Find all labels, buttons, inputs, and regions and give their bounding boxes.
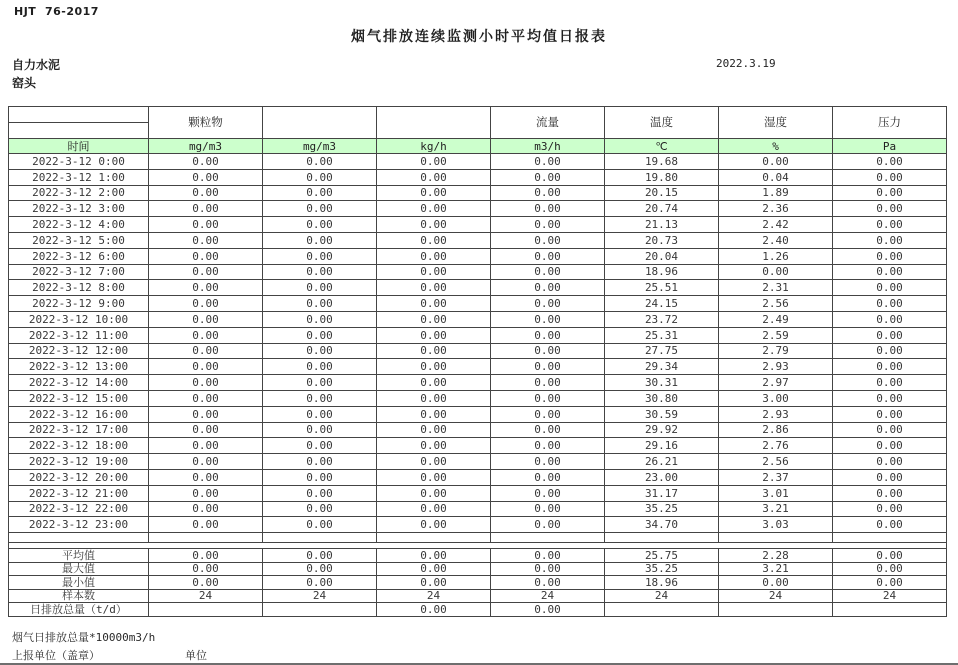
value-cell: 0.00 [149,311,263,327]
value-cell: 0.00 [263,406,377,422]
table-row [9,485,947,501]
value-cell: 0.00 [833,154,947,170]
unit-cell: Pa [833,139,947,154]
value-cell: 0.00 [491,154,605,170]
value-cell: 0.00 [833,549,947,563]
time-cell: 2022-3-12 14:00 [9,375,149,391]
value-cell: 0.00 [149,438,263,454]
value-cell: 0.00 [491,311,605,327]
value-cell: 25.31 [605,327,719,343]
value-cell: 0.00 [377,406,491,422]
value-cell: 0.00 [833,232,947,248]
column-group-particulate: 颗粒物 [149,107,263,139]
summary-label-cell: 样本数 [9,589,149,603]
value-cell: 0.00 [833,169,947,185]
value-cell: 0.00 [833,311,947,327]
summary-row [9,576,947,590]
company-name: 自力水泥 [12,58,61,72]
value-cell: 0.00 [377,375,491,391]
value-cell: 0.00 [149,375,263,391]
value-cell: 30.31 [605,375,719,391]
summary-label-cell: 平均值 [9,549,149,563]
value-cell [719,603,833,617]
value-cell: 0.00 [491,169,605,185]
value-cell: 21.13 [605,217,719,233]
value-cell: 0.00 [149,562,263,576]
value-cell: 0.00 [149,454,263,470]
report-table [8,106,947,617]
value-cell: 0.00 [719,576,833,590]
value-cell: 30.59 [605,406,719,422]
value-cell: 0.00 [263,375,377,391]
units-row [9,139,947,154]
value-cell: 0.00 [149,469,263,485]
value-cell: 19.68 [605,154,719,170]
value-cell: 0.00 [377,438,491,454]
value-cell: 1.26 [719,248,833,264]
value-cell: 0.00 [377,359,491,375]
summary-label-cell: 日排放总量（t/d） [9,603,149,617]
value-cell: 0.00 [263,154,377,170]
value-cell: 0.00 [263,549,377,563]
column-group-temperature: 温度 [605,107,719,139]
value-cell: 0.00 [149,517,263,533]
time-cell: 2022-3-12 9:00 [9,296,149,312]
value-cell: 0.00 [263,201,377,217]
column-group-pressure: 压力 [833,107,947,139]
value-cell: 0.00 [377,201,491,217]
value-cell: 0.00 [833,327,947,343]
value-cell: 0.00 [491,469,605,485]
value-cell: 0.00 [833,359,947,375]
value-cell: 0.00 [377,469,491,485]
value-cell: 3.21 [719,562,833,576]
header-spacer-cell [9,123,149,139]
value-cell: 2.49 [719,311,833,327]
value-cell: 0.00 [491,359,605,375]
time-cell: 2022-3-12 0:00 [9,154,149,170]
value-cell: 0.00 [377,280,491,296]
value-cell: 0.00 [149,327,263,343]
value-cell: 0.00 [263,576,377,590]
value-cell: 0.00 [377,217,491,233]
group-header-row [9,107,947,123]
value-cell: 2.56 [719,296,833,312]
value-cell [263,603,377,617]
unit-label: 单位 [185,649,207,662]
value-cell: 0.00 [491,390,605,406]
value-cell: 0.00 [833,296,947,312]
table-row [9,406,947,422]
value-cell: 2.93 [719,359,833,375]
value-cell: 25.75 [605,549,719,563]
value-cell: 35.25 [605,501,719,517]
value-cell: 0.00 [377,311,491,327]
value-cell: 0.00 [833,501,947,517]
time-cell: 2022-3-12 5:00 [9,232,149,248]
value-cell: 0.00 [377,232,491,248]
summary-label-cell: 最小值 [9,576,149,590]
value-cell: 0.00 [263,454,377,470]
value-cell: 0.00 [149,232,263,248]
value-cell: 0.00 [263,327,377,343]
report-date: 2022.3.19 [716,57,776,70]
value-cell: 0.00 [719,154,833,170]
table-row [9,232,947,248]
value-cell: 0.00 [149,343,263,359]
value-cell: 0.00 [377,154,491,170]
value-cell: 0.00 [833,201,947,217]
unit-cell: m3/h [491,139,605,154]
table-row [9,169,947,185]
time-cell: 2022-3-12 17:00 [9,422,149,438]
value-cell: 19.80 [605,169,719,185]
value-cell: 0.00 [833,406,947,422]
value-cell: 0.00 [263,438,377,454]
value-cell: 29.16 [605,438,719,454]
value-cell: 0.00 [149,359,263,375]
summary-label-cell: 最大值 [9,562,149,576]
value-cell: 29.92 [605,422,719,438]
value-cell: 0.00 [377,422,491,438]
value-cell: 0.00 [149,485,263,501]
value-cell: 24 [263,589,377,603]
value-cell: 2.37 [719,469,833,485]
value-cell: 0.00 [377,501,491,517]
time-header-cell: 时间 [9,139,149,154]
time-cell: 2022-3-12 10:00 [9,311,149,327]
table-row [9,454,947,470]
time-cell: 2022-3-12 21:00 [9,485,149,501]
value-cell: 0.00 [833,343,947,359]
value-cell: 0.00 [149,264,263,280]
value-cell: 0.00 [377,169,491,185]
value-cell: 0.00 [149,154,263,170]
value-cell: 0.00 [377,264,491,280]
standard-code: HJT 76-2017 [14,5,99,18]
value-cell: 0.00 [377,603,491,617]
table-row [9,501,947,517]
table-row [9,311,947,327]
column-group-humidity: 湿度 [719,107,833,139]
value-cell: 0.00 [833,375,947,391]
value-cell: 2.97 [719,375,833,391]
column-group-blank-2 [377,107,491,139]
value-cell: 0.00 [149,217,263,233]
value-cell: 2.28 [719,549,833,563]
time-cell: 2022-3-12 6:00 [9,248,149,264]
value-cell: 0.00 [149,549,263,563]
table-row [9,438,947,454]
table-row [9,248,947,264]
value-cell: 2.31 [719,280,833,296]
value-cell: 0.00 [833,422,947,438]
summary-row [9,562,947,576]
value-cell: 26.21 [605,454,719,470]
value-cell: 0.00 [263,232,377,248]
value-cell [833,603,947,617]
time-cell: 2022-3-12 16:00 [9,406,149,422]
table-row [9,185,947,201]
value-cell: 0.00 [491,549,605,563]
value-cell: 24 [833,589,947,603]
value-cell: 0.00 [491,422,605,438]
time-cell: 2022-3-12 23:00 [9,517,149,533]
value-cell: 0.00 [491,501,605,517]
value-cell: 24.15 [605,296,719,312]
time-cell: 2022-3-12 22:00 [9,501,149,517]
value-cell: 30.80 [605,390,719,406]
value-cell: 0.00 [263,296,377,312]
unit-cell: mg/m3 [263,139,377,154]
value-cell: 0.00 [263,248,377,264]
value-cell [605,603,719,617]
value-cell: 0.00 [491,201,605,217]
value-cell: 0.00 [263,311,377,327]
value-cell: 0.00 [833,576,947,590]
value-cell: 24 [491,589,605,603]
value-cell: 0.00 [491,517,605,533]
value-cell: 0.00 [149,201,263,217]
value-cell: 0.00 [149,501,263,517]
time-cell: 2022-3-12 2:00 [9,185,149,201]
reporting-unit-label: 上报单位（盖章） [12,649,100,662]
value-cell: 0.00 [491,454,605,470]
time-cell: 2022-3-12 18:00 [9,438,149,454]
value-cell: 0.00 [491,232,605,248]
value-cell: 0.00 [263,217,377,233]
value-cell: 0.00 [491,296,605,312]
value-cell: 29.34 [605,359,719,375]
column-group-blank-1 [263,107,377,139]
time-cell: 2022-3-12 15:00 [9,390,149,406]
value-cell: 0.00 [149,280,263,296]
value-cell: 3.03 [719,517,833,533]
value-cell: 0.00 [491,603,605,617]
value-cell: 0.00 [491,375,605,391]
table-row [9,327,947,343]
summary-row [9,549,947,563]
value-cell: 2.36 [719,201,833,217]
value-cell: 2.79 [719,343,833,359]
data-rows [9,154,947,533]
value-cell: 0.00 [491,185,605,201]
value-cell: 2.86 [719,422,833,438]
value-cell: 0.00 [377,576,491,590]
value-cell: 0.00 [263,343,377,359]
value-cell: 0.00 [833,485,947,501]
value-cell: 0.00 [377,562,491,576]
value-cell: 0.00 [149,185,263,201]
time-cell: 2022-3-12 19:00 [9,454,149,470]
value-cell: 0.00 [149,248,263,264]
value-cell: 0.00 [833,390,947,406]
value-cell: 0.00 [491,562,605,576]
table-row [9,343,947,359]
value-cell: 0.00 [491,485,605,501]
value-cell: 0.00 [833,469,947,485]
value-cell: 0.00 [149,390,263,406]
value-cell: 0.00 [149,169,263,185]
value-cell: 0.00 [377,343,491,359]
unit-cell: ℃ [605,139,719,154]
value-cell: 0.00 [377,248,491,264]
value-cell: 20.74 [605,201,719,217]
table-row [9,264,947,280]
value-cell: 0.00 [833,185,947,201]
time-cell: 2022-3-12 3:00 [9,201,149,217]
value-cell: 23.72 [605,311,719,327]
time-cell: 2022-3-12 8:00 [9,280,149,296]
value-cell: 0.00 [263,280,377,296]
value-cell: 2.40 [719,232,833,248]
unit-cell: % [719,139,833,154]
value-cell: 2.56 [719,454,833,470]
value-cell: 0.00 [377,517,491,533]
column-group-flow: 流量 [491,107,605,139]
value-cell: 24 [719,589,833,603]
value-cell: 35.25 [605,562,719,576]
value-cell: 0.00 [263,390,377,406]
table-row [9,422,947,438]
value-cell: 3.01 [719,485,833,501]
station-name: 窑头 [12,76,37,90]
value-cell: 0.00 [263,264,377,280]
value-cell: 0.00 [263,485,377,501]
table-row [9,390,947,406]
value-cell: 0.00 [491,280,605,296]
table-row [9,375,947,391]
value-cell: 1.89 [719,185,833,201]
value-cell: 0.00 [149,296,263,312]
value-cell: 0.00 [263,501,377,517]
value-cell: 18.96 [605,576,719,590]
value-cell: 0.00 [491,264,605,280]
value-cell: 0.00 [263,469,377,485]
value-cell: 0.00 [491,248,605,264]
time-cell: 2022-3-12 1:00 [9,169,149,185]
value-cell: 3.21 [719,501,833,517]
value-cell: 0.00 [263,517,377,533]
value-cell: 0.00 [377,390,491,406]
value-cell: 0.00 [833,438,947,454]
value-cell: 0.00 [833,248,947,264]
table-row [9,296,947,312]
value-cell: 0.00 [377,185,491,201]
value-cell: 0.00 [833,264,947,280]
value-cell: 0.00 [263,169,377,185]
value-cell: 24 [605,589,719,603]
value-cell: 0.00 [377,327,491,343]
value-cell: 3.00 [719,390,833,406]
value-cell: 0.00 [491,343,605,359]
table-row [9,217,947,233]
page-title: 烟气排放连续监测小时平均值日报表 [351,29,607,45]
value-cell: 0.00 [491,327,605,343]
time-cell: 2022-3-12 4:00 [9,217,149,233]
value-cell: 0.00 [491,576,605,590]
value-cell: 24 [377,589,491,603]
value-cell: 25.51 [605,280,719,296]
value-cell: 0.00 [263,185,377,201]
value-cell: 2.59 [719,327,833,343]
summary-rows [9,549,947,617]
value-cell [149,603,263,617]
time-cell: 2022-3-12 13:00 [9,359,149,375]
empty-row [9,533,947,543]
value-cell: 0.00 [833,454,947,470]
table-row [9,359,947,375]
table-row [9,201,947,217]
value-cell: 0.00 [149,576,263,590]
summary-row [9,603,947,617]
value-cell: 20.04 [605,248,719,264]
value-cell: 0.00 [833,562,947,576]
table-row [9,517,947,533]
value-cell: 0.00 [719,264,833,280]
value-cell: 0.00 [833,217,947,233]
time-cell: 2022-3-12 7:00 [9,264,149,280]
value-cell: 2.42 [719,217,833,233]
unit-cell: kg/h [377,139,491,154]
value-cell: 0.00 [833,280,947,296]
value-cell: 31.17 [605,485,719,501]
value-cell: 27.75 [605,343,719,359]
value-cell: 0.00 [377,296,491,312]
value-cell: 0.00 [263,359,377,375]
value-cell: 0.00 [491,406,605,422]
value-cell: 0.00 [833,517,947,533]
summary-row [9,589,947,603]
value-cell: 0.00 [491,217,605,233]
time-cell: 2022-3-12 11:00 [9,327,149,343]
time-cell: 2022-3-12 12:00 [9,343,149,359]
value-cell: 0.04 [719,169,833,185]
value-cell: 0.00 [263,422,377,438]
value-cell: 0.00 [491,438,605,454]
value-cell: 2.76 [719,438,833,454]
value-cell: 34.70 [605,517,719,533]
value-cell: 2.93 [719,406,833,422]
table-row [9,469,947,485]
value-cell: 0.00 [263,562,377,576]
value-cell: 0.00 [149,406,263,422]
daily-total-note: 烟气日排放总量*10000m3/h [12,631,156,644]
value-cell: 20.73 [605,232,719,248]
value-cell: 0.00 [149,422,263,438]
value-cell: 0.00 [377,454,491,470]
value-cell: 24 [149,589,263,603]
time-cell: 2022-3-12 20:00 [9,469,149,485]
unit-cell: mg/m3 [149,139,263,154]
table-row [9,154,947,170]
value-cell: 0.00 [377,485,491,501]
table-row [9,280,947,296]
value-cell: 0.00 [377,549,491,563]
header-spacer-cell [9,107,149,123]
value-cell: 23.00 [605,469,719,485]
value-cell: 18.96 [605,264,719,280]
value-cell: 20.15 [605,185,719,201]
